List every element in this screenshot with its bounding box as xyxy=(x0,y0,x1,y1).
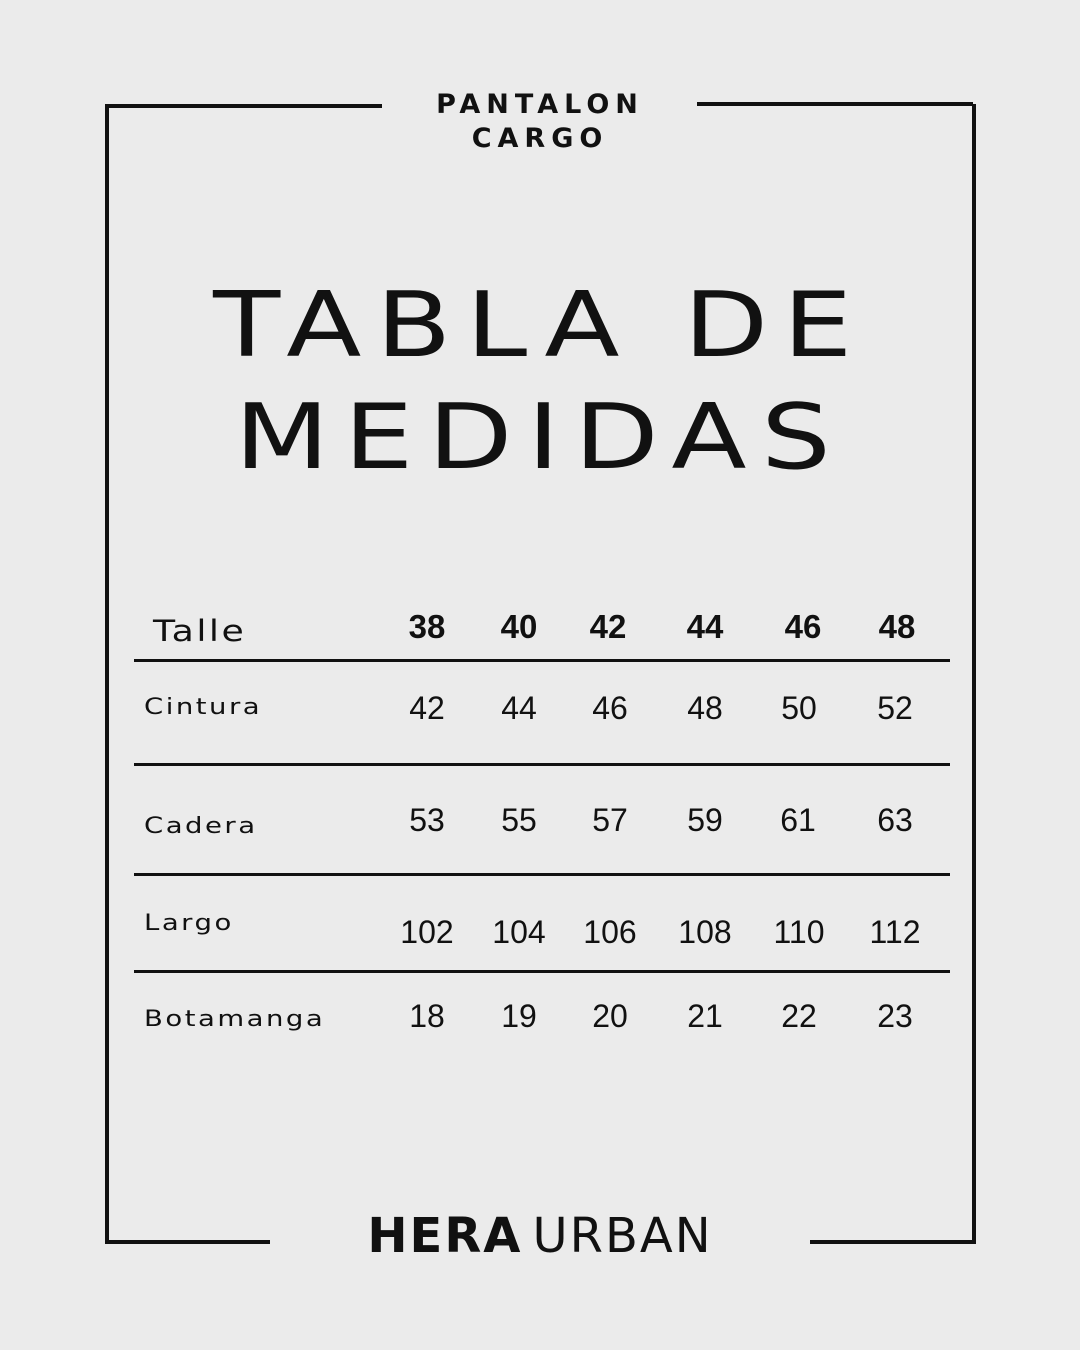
table-cell: 106 xyxy=(583,914,637,950)
row-label-botamanga: Botamanga xyxy=(144,1007,326,1032)
table-cell: 102 xyxy=(400,914,454,950)
size-header-cell: 48 xyxy=(878,608,916,645)
row-label-cadera: Cadera xyxy=(144,814,258,839)
table-cell: 104 xyxy=(492,914,546,950)
table-cell: 63 xyxy=(877,802,913,838)
page-title-line-1: TABLA DE xyxy=(213,273,867,378)
table-cell: 46 xyxy=(592,690,628,726)
table-divider xyxy=(134,659,950,662)
table-cell: 53 xyxy=(409,802,445,838)
size-header-cell: 46 xyxy=(784,608,822,645)
table-cell: 23 xyxy=(877,998,913,1034)
table-cell: 57 xyxy=(592,802,628,838)
table-cell: 42 xyxy=(409,690,445,726)
brand-name-bold: HERA xyxy=(367,1208,523,1264)
table-cell: 55 xyxy=(501,802,537,838)
size-header-label: Talle xyxy=(153,614,247,648)
size-header-cell: 44 xyxy=(686,608,724,645)
table-cell: 19 xyxy=(501,998,537,1034)
table-divider xyxy=(134,970,950,973)
product-name xyxy=(390,88,690,156)
table-cell: 59 xyxy=(687,802,723,838)
size-header-cell: 40 xyxy=(500,608,538,645)
row-label-cintura: Cintura xyxy=(144,695,263,720)
table-cell: 61 xyxy=(780,802,816,838)
table-cell: 48 xyxy=(687,690,723,726)
table-cell: 20 xyxy=(592,998,628,1034)
table-cell: 112 xyxy=(869,914,921,950)
table-cell: 52 xyxy=(877,690,913,726)
frame-top-left-line xyxy=(105,104,382,108)
table-cell: 21 xyxy=(687,998,723,1034)
row-label-largo: Largo xyxy=(144,911,234,936)
page-title-line-2: MEDIDAS xyxy=(234,385,846,490)
table-cell: 50 xyxy=(781,690,817,726)
size-header-cell: 38 xyxy=(408,608,446,645)
size-header-cell: 42 xyxy=(589,608,627,645)
brand-name-light: URBAN xyxy=(532,1208,713,1264)
table-cell: 18 xyxy=(409,998,445,1034)
table-cell: 110 xyxy=(773,914,825,950)
frame-top-right-line xyxy=(697,102,973,106)
brand-logo xyxy=(0,1208,1080,1264)
product-name-line-2: CARGO xyxy=(471,123,609,154)
table-cell: 108 xyxy=(678,914,732,950)
table-divider xyxy=(134,873,950,876)
product-name-line-1: PANTALON xyxy=(436,89,644,120)
page-title xyxy=(0,270,1080,494)
table-cell: 22 xyxy=(781,998,817,1034)
table-cell: 44 xyxy=(501,690,537,726)
table-divider xyxy=(134,763,950,766)
